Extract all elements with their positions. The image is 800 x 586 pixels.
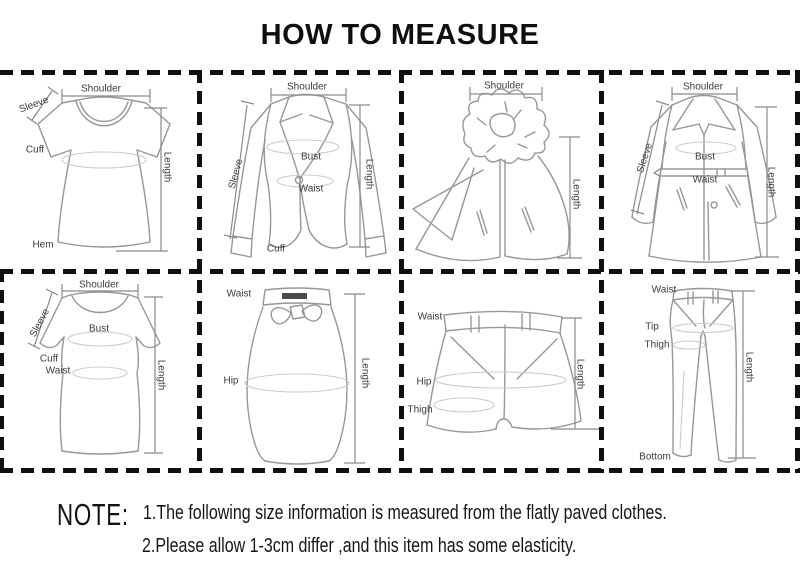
note-line-1: 1.The following size information is measured from the flatly paved clothes. bbox=[143, 502, 667, 524]
label-tip: Tip bbox=[645, 321, 659, 333]
label-length: Length bbox=[574, 358, 586, 390]
pants-drawing bbox=[599, 271, 800, 468]
panel-shorts bbox=[399, 271, 599, 468]
label-length: Length bbox=[570, 178, 582, 210]
crease-line bbox=[680, 371, 684, 449]
thigh-guide-ellipse bbox=[434, 398, 494, 412]
label-length: Length bbox=[359, 357, 371, 389]
note-line-2: 2.Please allow 1-3cm differ ,and this item has some elasticity. bbox=[142, 535, 577, 557]
bust-guide-ellipse bbox=[62, 152, 146, 168]
panel-trench-coat bbox=[599, 72, 800, 269]
label-bust: Bust bbox=[88, 323, 110, 335]
label-bust: Bust bbox=[694, 151, 716, 163]
panel-dress bbox=[0, 271, 199, 468]
label-waist: Waist bbox=[226, 288, 252, 300]
label-shoulder: Shoulder bbox=[682, 81, 724, 93]
label-hem: Hem bbox=[32, 239, 54, 251]
shorts-drawing bbox=[399, 271, 599, 468]
panel-pants bbox=[599, 271, 800, 468]
label-shoulder: Shoulder bbox=[483, 80, 525, 92]
hip-guide-ellipse bbox=[245, 374, 349, 392]
label-cuff: Cuff bbox=[266, 243, 286, 255]
panel-blazer bbox=[199, 72, 399, 269]
panel-fur-collar-coat bbox=[399, 72, 599, 269]
hip-guide-ellipse bbox=[436, 372, 566, 388]
cape-outline bbox=[413, 156, 569, 261]
label-waist: Waist bbox=[692, 174, 718, 186]
waistband-clasp bbox=[282, 293, 307, 299]
label-length: Length bbox=[155, 359, 167, 391]
label-waist: Waist bbox=[417, 311, 443, 323]
label-hip: Hip bbox=[416, 376, 432, 388]
label-thigh: Thigh bbox=[407, 404, 433, 416]
label-shoulder: Shoulder bbox=[78, 279, 120, 291]
bow bbox=[271, 305, 321, 324]
fur-coat-drawing bbox=[399, 72, 599, 269]
label-shoulder: Shoulder bbox=[80, 83, 122, 95]
waist-guide-ellipse bbox=[73, 367, 127, 379]
fur-collar bbox=[463, 89, 549, 163]
label-length: Length bbox=[743, 351, 755, 383]
label-cuff: Cuff bbox=[25, 144, 45, 156]
note-heading: NOTE: bbox=[57, 497, 129, 532]
label-hip: Hip bbox=[223, 375, 239, 387]
label-sleeve: Sleeve bbox=[635, 141, 655, 175]
label-thigh: Thigh bbox=[644, 339, 670, 351]
dress-drawing bbox=[0, 271, 199, 468]
page-title: HOW TO MEASURE bbox=[260, 19, 540, 51]
label-sleeve: Sleeve bbox=[27, 306, 53, 340]
tshirt-outline bbox=[38, 97, 170, 247]
panel-skirt bbox=[199, 271, 399, 468]
label-sleeve: Sleeve bbox=[226, 157, 246, 191]
label-sleeve: Sleeve bbox=[17, 94, 51, 116]
label-length: Length bbox=[161, 151, 173, 183]
label-length: Length bbox=[363, 158, 375, 190]
label-waist: Waist bbox=[298, 183, 324, 195]
label-length: Length bbox=[765, 166, 777, 198]
label-shoulder: Shoulder bbox=[286, 81, 328, 93]
label-bottom: Bottom bbox=[639, 451, 671, 463]
label-waist: Waist bbox=[45, 365, 71, 377]
panel-tshirt bbox=[0, 72, 199, 269]
label-cuff: Cuff bbox=[39, 353, 59, 365]
label-waist: Waist bbox=[651, 284, 677, 296]
label-bust: Bust bbox=[300, 151, 322, 163]
